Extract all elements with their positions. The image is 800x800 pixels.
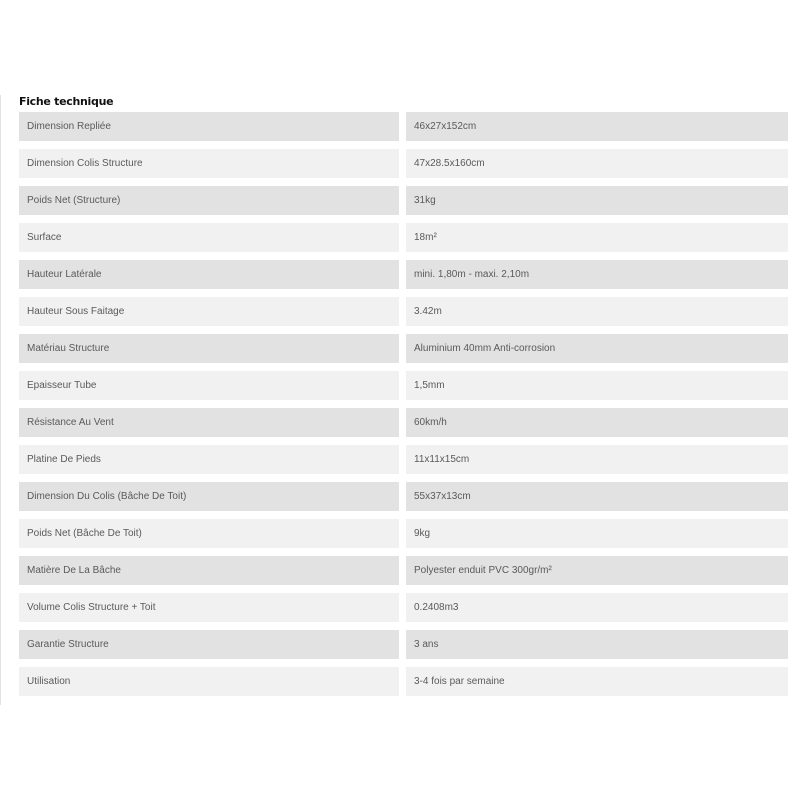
table-row bbox=[19, 186, 788, 223]
spec-label: Matière De La Bâche bbox=[19, 556, 399, 593]
column-gap bbox=[399, 149, 406, 186]
spec-value: 31kg bbox=[406, 186, 788, 223]
column-gap bbox=[399, 556, 406, 593]
spec-label: Dimension Repliée bbox=[19, 112, 399, 149]
column-gap bbox=[399, 186, 406, 223]
table-row bbox=[19, 260, 788, 297]
column-gap bbox=[399, 297, 406, 334]
column-gap bbox=[399, 112, 406, 149]
table-row bbox=[19, 297, 788, 334]
table-row bbox=[19, 519, 788, 556]
table-row bbox=[19, 482, 788, 519]
spec-value: 3-4 fois par semaine bbox=[406, 667, 788, 704]
technical-sheet bbox=[19, 94, 788, 704]
column-gap bbox=[399, 223, 406, 260]
column-gap bbox=[399, 593, 406, 630]
spec-label: Poids Net (Structure) bbox=[19, 186, 399, 223]
table-row bbox=[19, 593, 788, 630]
spec-label: Dimension Colis Structure bbox=[19, 149, 399, 186]
spec-label: Hauteur Latérale bbox=[19, 260, 399, 297]
table-row bbox=[19, 630, 788, 667]
spec-value: 60km/h bbox=[406, 408, 788, 445]
spec-value: Aluminium 40mm Anti-corrosion bbox=[406, 334, 788, 371]
column-gap bbox=[399, 334, 406, 371]
spec-value: 3 ans bbox=[406, 630, 788, 667]
spec-label: Surface bbox=[19, 223, 399, 260]
column-gap bbox=[399, 408, 406, 445]
column-gap bbox=[399, 519, 406, 556]
section-title: Fiche technique bbox=[19, 95, 114, 108]
spec-value: 3.42m bbox=[406, 297, 788, 334]
table-row bbox=[19, 149, 788, 186]
spec-label: Platine De Pieds bbox=[19, 445, 399, 482]
column-gap bbox=[399, 667, 406, 704]
spec-label: Epaisseur Tube bbox=[19, 371, 399, 408]
table-row bbox=[19, 556, 788, 593]
table-row bbox=[19, 445, 788, 482]
spec-value: 46x27x152cm bbox=[406, 112, 788, 149]
spec-label: Volume Colis Structure + Toit bbox=[19, 593, 399, 630]
spec-value: 18m² bbox=[406, 223, 788, 260]
column-gap bbox=[399, 482, 406, 519]
spec-table-body bbox=[19, 112, 788, 704]
page-left-border bbox=[0, 95, 1, 705]
column-gap bbox=[399, 371, 406, 408]
table-row bbox=[19, 371, 788, 408]
column-gap bbox=[399, 260, 406, 297]
spec-value: mini. 1,80m - maxi. 2,10m bbox=[406, 260, 788, 297]
spec-label: Matériau Structure bbox=[19, 334, 399, 371]
table-row bbox=[19, 667, 788, 704]
spec-table bbox=[19, 112, 788, 704]
spec-label: Poids Net (Bâche De Toit) bbox=[19, 519, 399, 556]
table-row bbox=[19, 408, 788, 445]
column-gap bbox=[399, 445, 406, 482]
spec-value: 0.2408m3 bbox=[406, 593, 788, 630]
spec-label: Garantie Structure bbox=[19, 630, 399, 667]
spec-value: 9kg bbox=[406, 519, 788, 556]
table-row bbox=[19, 112, 788, 149]
spec-label: Résistance Au Vent bbox=[19, 408, 399, 445]
spec-value: 55x37x13cm bbox=[406, 482, 788, 519]
table-row bbox=[19, 334, 788, 371]
spec-label: Dimension Du Colis (Bâche De Toit) bbox=[19, 482, 399, 519]
column-gap bbox=[399, 630, 406, 667]
table-row bbox=[19, 223, 788, 260]
spec-label: Hauteur Sous Faitage bbox=[19, 297, 399, 334]
spec-value: 1,5mm bbox=[406, 371, 788, 408]
spec-value: Polyester enduit PVC 300gr/m² bbox=[406, 556, 788, 593]
spec-value: 11x11x15cm bbox=[406, 445, 788, 482]
spec-label: Utilisation bbox=[19, 667, 399, 704]
spec-value: 47x28.5x160cm bbox=[406, 149, 788, 186]
